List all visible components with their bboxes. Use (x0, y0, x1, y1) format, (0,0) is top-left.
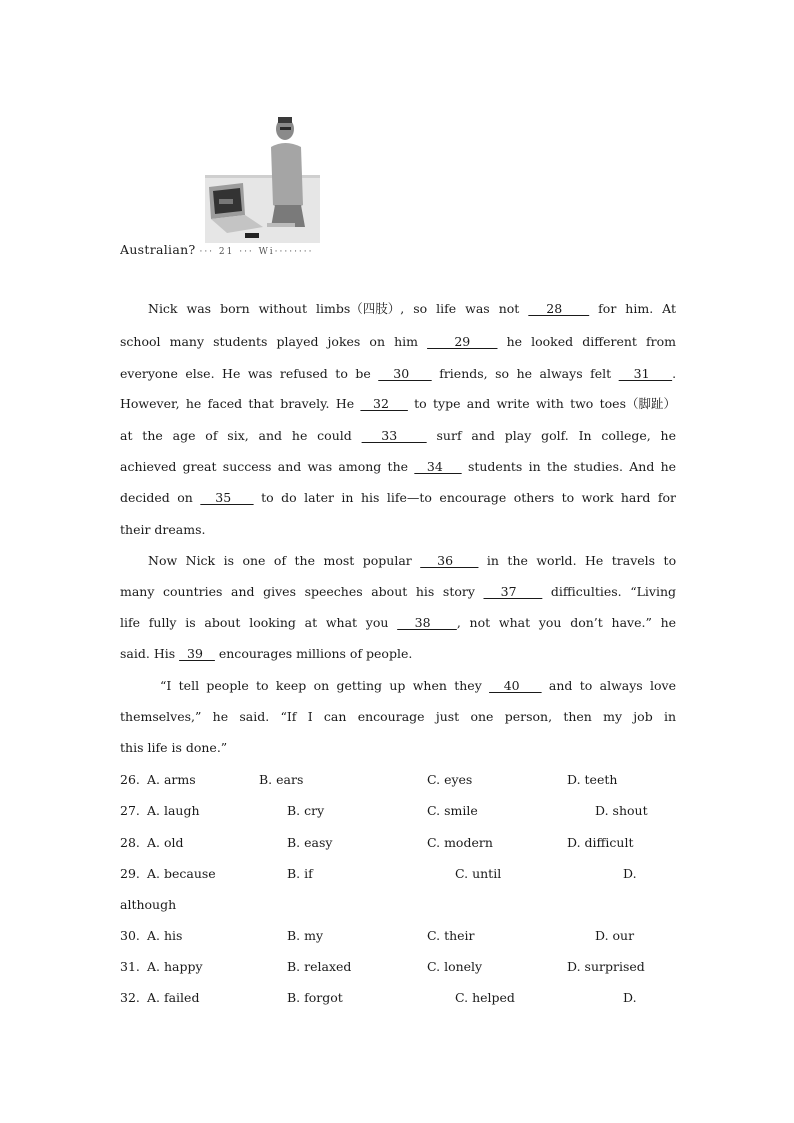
passage-text: “I tell people to keep on getting up when they (160, 678, 490, 693)
passage-text: and to always love (541, 678, 677, 693)
option-a: A. failed (147, 990, 200, 1005)
option-d: D. teeth (567, 772, 618, 787)
option-b: B. cry (287, 803, 325, 818)
passage-text: everyone else. He was refused to be (120, 366, 379, 381)
option-d: D. (623, 990, 637, 1005)
passage-text: surf and play golf. In college, he (426, 428, 676, 443)
option-d: D. shout (595, 803, 648, 818)
option-a: A. old (147, 835, 184, 850)
option-b: B. my (287, 928, 324, 943)
answer-blank: 28 (528, 301, 590, 316)
answer-blank: 32 (360, 396, 408, 411)
passage-text: this life is done.” (120, 740, 228, 755)
passage-text: themselves,” he said. “If I can encourage just one person, then my job in (120, 709, 677, 724)
answer-blank: 39 (179, 646, 215, 661)
passage-text: life fully is about looking at what you (120, 615, 398, 630)
passage-line (120, 645, 676, 663)
passage-text: Nick was born without limbs（四肢）, so life was not (148, 301, 529, 316)
option-d: D. our (595, 928, 635, 943)
passage-line (120, 521, 676, 539)
passage-text: school many students played jokes on him (120, 334, 428, 349)
passage-line (120, 489, 676, 507)
option-d: D. surprised (567, 959, 645, 974)
answer-blank: 36 (420, 553, 479, 568)
cropped-text-line (120, 243, 330, 257)
answer-blank: 34 (414, 459, 462, 474)
answer-blank: 37 (483, 584, 543, 599)
passage-line (120, 739, 676, 757)
option-c: C. lonely (427, 959, 483, 974)
question-number: 29. (120, 866, 140, 881)
answer-blank: 35 (200, 490, 254, 505)
passage-line (120, 333, 676, 351)
cropped-question-text: Australian? (120, 243, 196, 257)
passage-line (120, 427, 676, 445)
cropped-fragment: ··· 21 ··· Wi········ (199, 247, 314, 257)
passage-text: . (672, 366, 677, 381)
option-b: B. relaxed (287, 959, 352, 974)
passage-text: their dreams. (120, 522, 206, 537)
passage-text: in the world. He travels to (478, 553, 677, 568)
option-b: B. if (287, 866, 313, 881)
passage-line (120, 395, 676, 413)
question-number: 31. (120, 959, 140, 974)
option-a: A. laugh (147, 803, 200, 818)
answer-blank: 31 (618, 366, 673, 381)
passage-line (120, 458, 676, 476)
option-a: A. his (147, 928, 183, 943)
option-a: A. happy (147, 959, 203, 974)
passage-text: for him. At (589, 301, 677, 316)
option-d: D. (623, 866, 637, 881)
passage-text: However, he faced that bravely. He (120, 396, 361, 411)
passage-text: , not what you don’t have.” he (456, 615, 677, 630)
passage-text: encourages millions of people. (214, 646, 413, 661)
passage-line (148, 552, 676, 570)
option-d: D. difficult (567, 835, 634, 850)
passage-text: said. His (120, 646, 180, 661)
option-d-wrapped: although (120, 897, 177, 912)
answer-blank: 29 (427, 334, 498, 349)
answer-blank: 33 (361, 428, 427, 443)
passage-line (120, 583, 676, 601)
answer-blank: 40 (489, 678, 542, 693)
option-c: C. their (427, 928, 475, 943)
option-a: A. because (147, 866, 216, 881)
passage-text: to type and write with two toes（脚趾） (407, 396, 676, 411)
option-c: C. helped (455, 990, 515, 1005)
option-c: C. smile (427, 803, 478, 818)
question-number: 32. (120, 990, 140, 1005)
passage-text: to do later in his life—to encourage others to work hard for (253, 490, 676, 505)
option-c: C. until (455, 866, 502, 881)
answer-blank: 38 (397, 615, 457, 630)
passage-text: students in the studies. And he (461, 459, 677, 474)
passage-text: achieved great success and was among the (120, 459, 415, 474)
passage-text: friends, so he always felt (431, 366, 619, 381)
option-b: B. easy (287, 835, 333, 850)
answer-blank: 30 (378, 366, 432, 381)
question-number: 28. (120, 835, 140, 850)
passage-line (148, 300, 676, 318)
option-a: A. arms (147, 772, 196, 787)
passage-line (120, 614, 676, 632)
man-with-laptop-photo (205, 115, 320, 243)
question-number: 27. (120, 803, 140, 818)
passage-text: at the age of six, and he could (120, 428, 362, 443)
passage-text: difficulties. “Living (542, 584, 677, 599)
option-c: C. modern (427, 835, 493, 850)
passage-line (120, 708, 676, 726)
passage-text: he looked different from (497, 334, 676, 349)
passage-line (160, 677, 676, 695)
passage-text: Now Nick is one of the most popular (148, 553, 421, 568)
passage-text: decided on (120, 490, 201, 505)
option-b: B. forgot (287, 990, 343, 1005)
passage-text: many countries and gives speeches about his story (120, 584, 484, 599)
question-number: 30. (120, 928, 140, 943)
question-number: 26. (120, 772, 140, 787)
option-b: B. ears (259, 772, 304, 787)
option-c: C. eyes (427, 772, 473, 787)
passage-line (120, 365, 676, 383)
